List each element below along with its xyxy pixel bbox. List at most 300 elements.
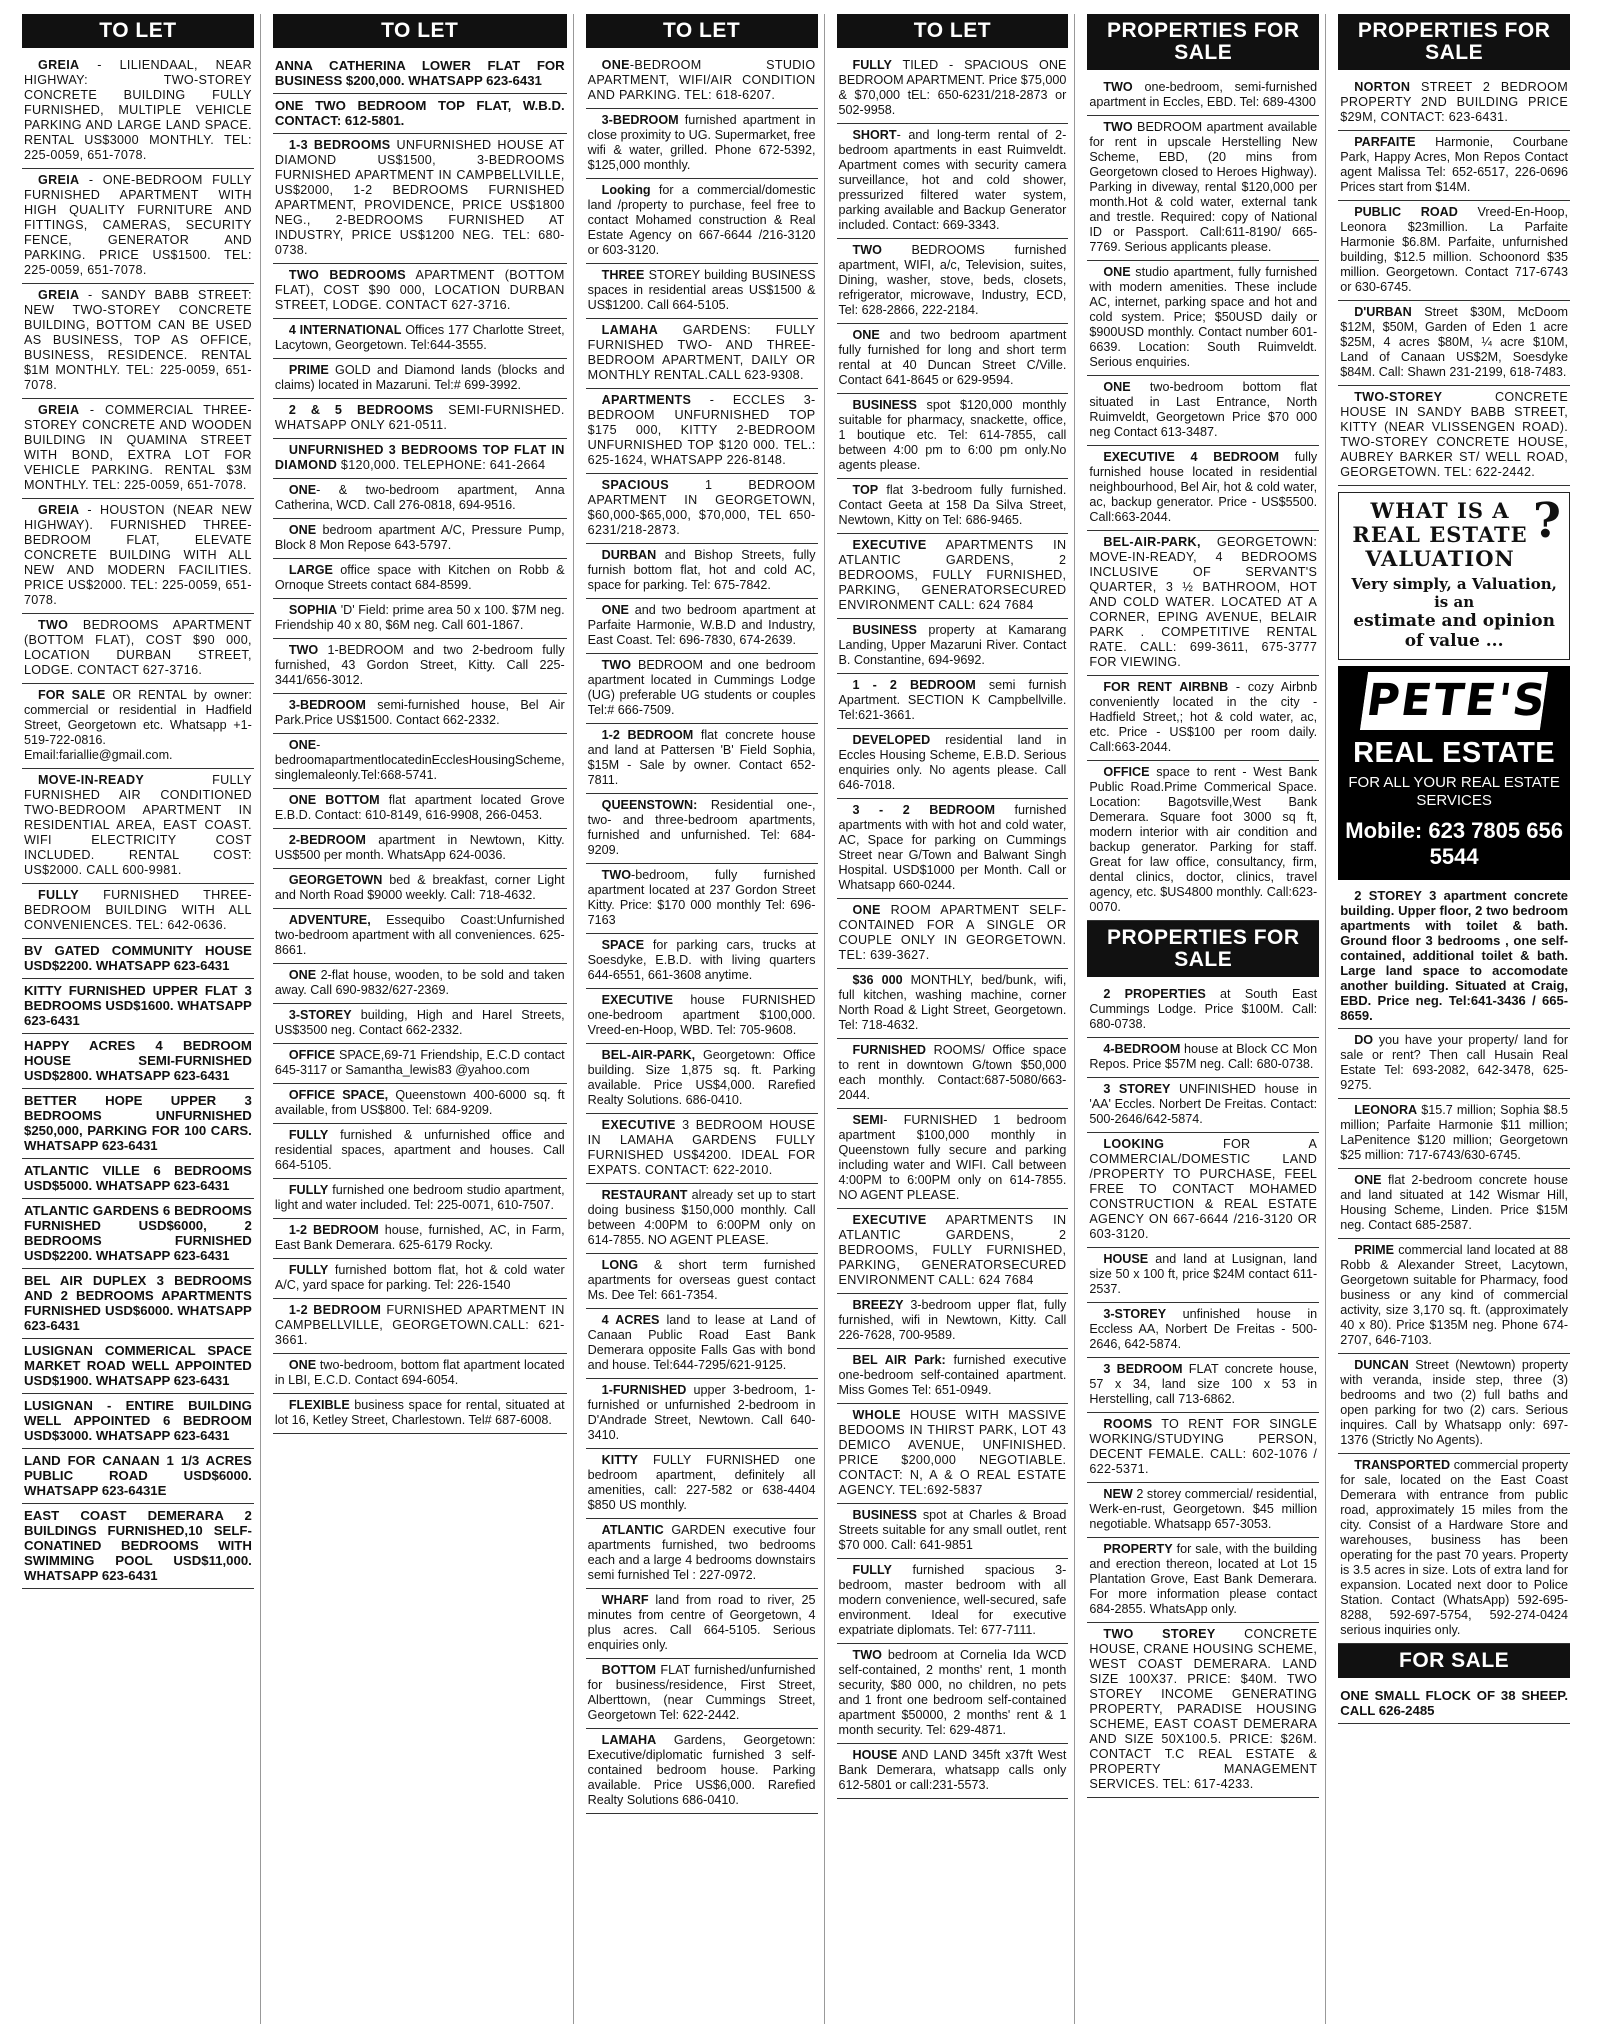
classified-ad	[22, 399, 254, 499]
ad-lead: DEVELOPED	[852, 733, 931, 748]
classified-ad	[586, 794, 818, 864]
ad-text: APARTMENT (BOTTOM FLAT), COST $90 000, LOCATION DURBAN STREET, LODGE. CONTACT 627-3716.	[274, 268, 565, 313]
classified-ad	[273, 1354, 567, 1394]
classified-ad	[22, 1199, 254, 1269]
ad-lead: TWO	[852, 1648, 882, 1663]
ad-text: GARDEN executive four apartments furnished, two bedrooms each and a large 4 bedrooms downstairs semi furnished Tel : 227-0972.	[587, 1523, 816, 1583]
classified-ad	[1087, 1358, 1319, 1413]
for-sale-header: FOR SALE	[1338, 1644, 1570, 1678]
classified-ad	[22, 769, 254, 884]
ad-text: Gardens, Georgetown: Executive/diplomatic furnished 3 self-contained bedroom house. Parking available. Price US$6,000. Rarefied Realty Solutions 686-0410.	[587, 1733, 816, 1808]
ad-lead: 3-BEDROOM	[601, 113, 679, 128]
ad-lead: SPACE	[601, 938, 645, 953]
column-header: PROPERTIES FOR SALE	[1087, 14, 1319, 70]
classified-ad	[586, 599, 818, 654]
ad-lead: 1 - 2 BEDROOM	[852, 678, 976, 693]
classified-ad	[837, 1039, 1069, 1109]
ad-text: office space with Kitchen on Robb & Ornoque Streets contact 684-8599.	[274, 563, 565, 593]
classified-ad	[837, 54, 1069, 124]
ad-text: Residential one-, two- and three-bedroom apartments, furnished and unfurnished. Tel: 684-9209.	[587, 798, 816, 858]
classified-ad	[1087, 261, 1319, 376]
ad-text: 2 storey commercial/ residential, Werk-en-rust, Georgetown. $45 million negotiable. Whatsapp 657-3053.	[1089, 1487, 1318, 1532]
classified-ad	[586, 179, 818, 264]
ad-lead: ONE	[852, 328, 880, 343]
classified-ad	[1338, 1029, 1570, 1099]
ad-lead: ONE	[288, 738, 317, 753]
ad-text: UNFURNISHED HOUSE AT DIAMOND US$1500, 3-BEDROOMS FURNISHED APARTMENT IN CAMPBELLVILLE, US$2000, 1-2 BEDROOMS FURNISHED APARTMENT, PROVIDENCE, PRICE US$1800 NEG., 2-BEDROOMS FURNISHED AT INDUSTRY, PRICE US$1200 NEG. TEL: 680-0738.	[274, 138, 565, 258]
ad-lead: TWO STOREY	[1103, 1627, 1216, 1642]
ad-text: Offices 177 Charlotte Street, Lacytown, Georgetown. Tel:644-3555.	[274, 323, 565, 353]
ad-lead: BEL-AIR-PARK,	[1103, 535, 1201, 550]
ad-lead: ONE	[1354, 1173, 1382, 1188]
classified-ad	[273, 1299, 567, 1354]
classified-ad	[1087, 446, 1319, 531]
classified-ad	[273, 94, 567, 134]
column-5	[1087, 14, 1326, 2024]
ad-lead: TWO BEDROOMS	[288, 268, 406, 283]
ad-text: AND LAND 345ft x37ft West Bank Demerara, whatsapp calls only 612-5801 or call:231-5573.	[838, 1748, 1067, 1793]
ad-text: Vreed-En-Hoop, Leonora $23million. La Parfaite Harmonie $6.8M. Parfaite, unfurnished building, $12.5 million. Schoonord $35 million. Georgetown. Contact 717-6743 or 630-6745.	[1340, 205, 1569, 295]
classified-ad	[837, 324, 1069, 394]
classified-ad	[22, 1504, 254, 1589]
ad-text: fully furnished house located in residential neighbourhood, Bel Air, hot & cold water, ac, backup generator. Price - US$5500. Call:663-2044.	[1089, 450, 1318, 525]
classified-ad	[1087, 1038, 1319, 1078]
ad-lead: SEMI	[852, 1113, 884, 1128]
ad-text: -bedroomapartmentlocatedinEcclesHousingScheme, singlemaleonly.Tel:668-5741.	[274, 738, 565, 783]
ad-lead: OFFICE SPACE,	[288, 1088, 389, 1103]
classified-ad	[273, 54, 567, 94]
ad-text: LAND FOR CANAAN 1 1/3 ACRES PUBLIC ROAD USD$6000. WHATSAPP 623-6431E	[24, 1453, 252, 1499]
classified-ad	[586, 1729, 818, 1814]
ad-text: 3-bedroom upper flat, fully furnished, wifi in Newtown, Kitty. Call 226-7628, 700-9589.	[838, 1298, 1067, 1343]
ad-text: FURNISHED APARTMENT IN CAMPBELLVILLE, GEORGETOWN.CALL: 621-3661.	[274, 1303, 565, 1348]
ad-text: furnished apartment in close proximity to UG. Supermarket, free wifi & water, grilled. Phone 672-5392, $125,000 monthly.	[587, 113, 816, 173]
ad-lead: SHORT	[852, 128, 897, 143]
ad-text: APARTMENTS IN ATLANTIC GARDENS, 2 BEDROOMS, FULLY FURNISHED, PARKING, GENERATORSECURED ENVIRONMENT CALL: 624 7684	[838, 1213, 1067, 1288]
ad-lead: DURBAN	[601, 548, 657, 563]
classified-ad	[837, 1744, 1069, 1799]
column-header: TO LET	[586, 14, 818, 48]
classified-ad	[837, 1109, 1069, 1209]
ad-lead: ONE	[1103, 380, 1131, 395]
ad-text: FLAT concrete house, 57 x 34, land size 100 x 53 in Herstelling, call 713-6862.	[1089, 1362, 1318, 1407]
column-4	[837, 14, 1076, 2024]
ad-text: $15.7 million; Sophia $8.5 million; Parfaite Harmonie $11 million; LaPenitence $120 million; Georgetown $25 million: 717-6743/630-6745.	[1340, 1103, 1569, 1163]
classified-ad	[837, 969, 1069, 1039]
classified-ad	[22, 1034, 254, 1089]
ad-text: - & two-bedroom apartment, Anna Catherina, WCD. Call 276-0818, 694-9516.	[274, 483, 565, 513]
ad-text: for a commercial/domestic land /property to purchase, feel free to contact Mohamed construction & Real Estate Agency on 667-6644 /216-3120 or 603-3120.	[587, 183, 816, 258]
ad-lead: TWO	[601, 868, 632, 883]
ad-text: furnished & unfurnished office and residential spaces, apartment and houses. Call 664-5105.	[274, 1128, 565, 1173]
ad-text: Harmonie, Courbane Park, Happy Acres, Mon Repos Contact agent Malissa Tel: 652-6517, 226-0696 Prices start from $14M.	[1340, 135, 1569, 195]
ad-lead: PRIME	[1354, 1243, 1395, 1258]
classified-ad	[22, 284, 254, 399]
ad-lead: GREIA	[38, 403, 80, 418]
classified-ad	[1087, 1623, 1319, 1798]
ad-lead: ONE	[288, 523, 317, 538]
classified-ad	[1087, 1483, 1319, 1538]
classified-ad	[1087, 983, 1319, 1038]
ad-lead: 2-BEDROOM	[288, 833, 366, 848]
ad-text: SPACE,69-71 Friendship, E.C.D contact 645-3117 or Samantha_lewis83 @yahoo.com	[274, 1048, 565, 1078]
ad-text: UNFINISHED house in 'AA' Eccles. Norbert De Freitas. Contact: 500-2646/642-5874.	[1089, 1082, 1318, 1127]
ad-text: business space for rental, situated at lot 16, Ketley Street, Charlestown. Tel# 687-6008.	[274, 1398, 565, 1428]
classified-ad	[22, 614, 254, 684]
classified-ad	[22, 1394, 254, 1449]
classified-ad	[273, 1084, 567, 1124]
ad-lead: 2 & 5 BEDROOMS	[288, 403, 434, 418]
ad-lead: 3 - 2 BEDROOM	[852, 803, 996, 818]
ad-lead: 4-BEDROOM	[1103, 1042, 1181, 1057]
ad-lead: 1-2 BEDROOM	[288, 1303, 382, 1318]
ad-text: FOR A COMMERCIAL/DOMESTIC LAND /PROPERTY TO PURCHASE, FEEL FREE TO CONTACT MOHAMED CONSTRUCTION & REAL ESTATE AGENCY ON 667-6644 /216-3120 OR 603-3120.	[1089, 1137, 1318, 1242]
classified-ad	[586, 1044, 818, 1114]
classified-ad	[1338, 1684, 1570, 1724]
classified-ad	[1087, 761, 1319, 921]
classified-ad	[1338, 884, 1570, 1029]
ad-text: - cozy Airbnb conveniently located in the city - Hadfield Street,; hot & cold water, ac, etc. Price - US$100 per room daily. Call:663-2044.	[1089, 680, 1318, 755]
classified-ad	[22, 1449, 254, 1504]
classified-ad	[1087, 676, 1319, 761]
ad-lead: ADVENTURE,	[288, 913, 371, 928]
ad-lead: FOR SALE	[38, 688, 106, 703]
classified-ad	[837, 799, 1069, 899]
ad-lead: FULLY	[288, 1183, 329, 1198]
ad-lead: WHOLE	[852, 1408, 901, 1423]
ad-lead: TWO-STOREY	[1354, 390, 1443, 405]
petes-real-estate-ad	[1338, 666, 1570, 880]
question-mark-icon: ?	[1532, 493, 1562, 550]
ad-lead: 3-STOREY	[1103, 1307, 1167, 1322]
classified-ad	[586, 1114, 818, 1184]
ad-text: GEORGETOWN: MOVE-IN-READY, 4 BEDROOMS INCLUSIVE OF SERVANT'S QUARTER, 3 ½ BATHROOM, HOT AND COLD WATER. LOCATED AT A CORNER, EPING AVENUE, BELAIR PARK . COMPETITIVE RENTAL RATE. CALL: 699-3611, 675-3777 FOR VIEWING.	[1089, 535, 1318, 670]
classified-ad	[586, 474, 818, 544]
ad-text: - ONE-BEDROOM FULLY FURNISHED APARTMENT WITH HIGH QUALITY FURNITURE AND FITTINGS, CAMERAS, SECURITY FENCE, GENERATOR AND PARKING. PRICE US$1500. TEL: 225-0059, 651-7078.	[24, 173, 252, 278]
classified-ad	[273, 869, 567, 909]
column-3	[586, 14, 825, 2024]
ad-lead: FOR RENT AIRBNB	[1103, 680, 1229, 695]
classified-ad	[586, 1379, 818, 1449]
classified-ad	[1087, 1133, 1319, 1248]
classified-ad	[22, 1159, 254, 1199]
ad-text: TILED - SPACIOUS ONE BEDROOM APARTMENT. Price $75,000 & $70,000 tEL: 650-6231/218-2873 or 502-9958.	[838, 58, 1067, 118]
ad-lead: PROPERTY	[1103, 1542, 1173, 1557]
classified-ad	[22, 499, 254, 614]
ad-text: at South East Cummings Lodge. Price $100M. Call: 680-0738.	[1089, 987, 1318, 1032]
classified-ad	[22, 1089, 254, 1159]
column-header: TO LET	[22, 14, 254, 48]
ad-text: furnished executive one-bedroom self-contained apartment. Miss Gomes Tel: 651-0949.	[838, 1353, 1067, 1398]
ad-text: Street (Newtown) property with veranda, inside step, three (3) bedrooms and two (2) full baths and open parking for two (2) cars. Serious inquires. Call by Whatsapp only: 697-1376 (Strictly No Agents).	[1340, 1358, 1569, 1448]
ad-text: house at Block CC Mon Repos. Price $57M neg. Call: 680-0738.	[1089, 1042, 1318, 1072]
classified-ad	[273, 519, 567, 559]
classified-ad	[273, 1219, 567, 1259]
ad-text: GOLD and Diamond lands (blocks and claims) located in Mazaruni. Tel:# 699-3992.	[274, 363, 565, 393]
ad-lead: TWO	[1103, 120, 1133, 135]
ad-text: BEDROOM apartment available for rent in upscale Herstelling New Scheme, EBD, (20 mins from Georgetown closed to Heroes Highway). Parking in diveway, rental $120,000 per month.Hot & cold water, external tank and trestle. Required: copy of National ID or Passport. Call:611-8190/ 665-7769. Serious applicants please.	[1089, 120, 1318, 255]
classified-ad	[273, 559, 567, 599]
ad-text: BEL AIR DUPLEX 3 BEDROOMS AND 2 BEDROOMS APARTMENTS FURNISHED USD$6000. WHATSAPP 623-6431	[24, 1273, 252, 1334]
ad-lead: LOOKING	[1103, 1137, 1165, 1152]
ad-lead: KITTY	[601, 1453, 639, 1468]
ad-text: LUSIGNAN - ENTIRE BUILDING WELL APPOINTED 6 BEDROOM USD$3000. WHATSAPP 623-6431	[24, 1398, 252, 1444]
ad-text: and Bishop Streets, fully furnish bottom flat, hot and cold AC, space for parking. Tel: 675-7842.	[587, 548, 816, 593]
classified-ad	[586, 654, 818, 724]
ad-text: flat concrete house and land at Pattersen 'B' Field Sophia, $15M - Sale by owner. Contact 652-7811.	[587, 728, 816, 788]
ad-text: BEDROOMS APARTMENT (BOTTOM FLAT), COST $90 000, LOCATION DURBAN STREET, LODGE. CONTACT 627-3716.	[24, 618, 252, 678]
ad-text: ROOMS/ Office space to rent in downtown G/town $50,000 each monthly. Contact:687-5080/663-2044.	[838, 1043, 1067, 1103]
ad-text: land from road to river, 25 minutes from centre of Georgetown, 4 plus acres. Call 664-5105. Serious enquiries only.	[587, 1593, 816, 1653]
ad-lead: LAMAHA	[601, 1733, 657, 1748]
ad-text: BV GATED COMMUNITY HOUSE USD$2200. WHATSAPP 623-6431	[24, 943, 252, 974]
classified-ad	[273, 439, 567, 479]
ad-text: ATLANTIC VILLE 6 BEDROOMS USD$5000. WHATSAPP 623-6431	[24, 1163, 252, 1194]
classified-ad	[1338, 1239, 1570, 1354]
ad-text: property at Kamarang Landing, Upper Mazaruni River. Contact B. Constantine, 694-9692.	[838, 623, 1067, 668]
classified-ad	[22, 884, 254, 939]
ad-lead: FULLY	[288, 1128, 329, 1143]
classified-ad	[586, 1184, 818, 1254]
classified-ad	[586, 724, 818, 794]
classified-ad	[1087, 1413, 1319, 1483]
ad-lead: ATLANTIC	[601, 1523, 664, 1538]
ad-text: -bedroom, fully furnished apartment located at 237 Gordon Street Kitty. Price: $170 000 monthly Tel: 696-7163	[587, 868, 816, 928]
ad-text: ONE TWO BEDROOM TOP FLAT, W.B.D. CONTACT: 612-5801.	[274, 98, 565, 129]
ad-text: LUSIGNAN COMMERICAL SPACE MARKET ROAD WELL APPOINTED USD$1900. WHATSAPP 623-6431	[24, 1343, 252, 1389]
ad-lead: BEL AIR Park:	[852, 1353, 946, 1368]
ad-lead: HOUSE	[852, 1748, 898, 1763]
ad-lead: OFFICE	[1103, 765, 1150, 780]
ad-text: TO RENT FOR SINGLE WORKING/STUDYING PERSON, DECENT FEMALE. CALL: 602-1076 / 622-5371.	[1089, 1417, 1318, 1477]
ad-lead: DO	[1354, 1033, 1374, 1048]
ad-text: SEMI-FURNISHED. WHATSAPP ONLY 621-0511.	[274, 403, 565, 433]
classified-ad	[1087, 1248, 1319, 1303]
classified-ad	[273, 1259, 567, 1299]
classified-ad	[586, 319, 818, 389]
ad-lead: THREE	[601, 268, 645, 283]
classified-ad	[273, 1124, 567, 1179]
ad-lead: MOVE-IN-READY	[38, 773, 145, 788]
ad-lead: FURNISHED	[852, 1043, 926, 1058]
ad-lead: 3-STOREY	[288, 1008, 352, 1023]
ad-text: - and long-term rental of 2-bedroom apartments in east Ruimveldt. Apartment comes with security camera surveillance, hot and cold shower, pressurized filtered water system, parking available and Backup Generator included. Contact: 669-3343.	[838, 128, 1067, 233]
ad-lead: ONE	[601, 603, 629, 618]
classified-ad	[837, 124, 1069, 239]
classified-ad	[22, 1339, 254, 1394]
column-header: TO LET	[273, 14, 567, 48]
ad-text: HAPPY ACRES 4 BEDROOM HOUSE SEMI-FURNISHED USD$2800. WHATSAPP 623-6431	[24, 1038, 252, 1084]
petes-mobile: Mobile: 623 7805 656 5544	[1345, 818, 1563, 870]
classified-ad	[837, 674, 1069, 729]
classified-ad	[273, 829, 567, 869]
classified-ad	[273, 599, 567, 639]
ad-text: ONE SMALL FLOCK OF 38 SHEEP. CALL 626-2485	[1340, 1688, 1569, 1719]
ad-text: two-bedroom, bottom flat apartment located in LBI, E.C.D. Contact 694-6054.	[274, 1358, 565, 1388]
ad-text: spot $120,000 monthly suitable for pharmacy, snackette, office, 1 boutique etc. Tel: 614-7855, call between 4:00 pm to 6:00 pm only.No agents please.	[838, 398, 1067, 473]
ad-text: FURNISHED THREE-BEDROOM BUILDING WITH ALL CONVENIENCES. TEL: 642-0636.	[24, 888, 252, 933]
ad-lead: GEORGETOWN	[288, 873, 383, 888]
ad-text: one-bedroom, semi-furnished apartment in Eccles, EBD. Tel: 689-4300	[1089, 80, 1318, 110]
ad-text: furnished one bedroom studio apartment, light and water included. Tel: 225-0071, 610-7507.	[274, 1183, 565, 1213]
ad-lead: HOUSE	[1103, 1252, 1149, 1267]
classified-ad	[273, 479, 567, 519]
classified-ad	[273, 319, 567, 359]
ad-lead: EXECUTIVE	[852, 538, 927, 553]
petes-logo: PETE'S	[1360, 672, 1548, 730]
ad-text: CONCRETE HOUSE, CRANE HOUSING SCHEME, WEST COAST DEMERARA. LAND SIZE 100X37. PRICE: $40M. TWO STOREY INCOME GENERATING PROPERTY, PARADISE HOUSING SCHEME, EAST COAST DEMERARA AND SIZE 50X100.5. PRICE: $26M. CONTACT T.C REAL ESTATE & PROPERTY MANAGEMENT SERVICES. TEL: 617-4233.	[1089, 1627, 1318, 1792]
ad-lead: BEL-AIR-PARK,	[601, 1048, 696, 1063]
ad-lead: GREIA	[38, 503, 80, 518]
ad-lead: SPACIOUS	[601, 478, 669, 493]
ad-text: residential land in Eccles Housing Scheme, E.B.D. Serious enquiries only. No agents please. Call 646-7018.	[838, 733, 1067, 793]
petes-services: FOR ALL YOUR REAL ESTATE SERVICES	[1348, 774, 1560, 810]
ad-text: commercial property for sale, located on the East Coast Demerara with entrance from public road, approximately 15 miles from the city. Consist of a Hardware Store and warehouses, business has been operating for the past 70 years. Property is 3.5 acres in size. Lots of extra land for expansion. Located next door to Police Station. Contact (WhatsApp) 592-695-8288, 592-697-5754, 592-274-0424 serious inquiries only.	[1340, 1458, 1569, 1638]
ad-text: MONTHLY, bed/bunk, wifi, full kitchen, washing machine, corner North Road & Light Street, Georgetown. Tel: 718-4632.	[838, 973, 1067, 1033]
ad-text: flat apartment located Grove E.B.D. Contact: 610-8149, 616-9908, 266-0453.	[274, 793, 565, 823]
ad-text: Essequibo Coast:Unfurnished two-bedroom apartment with all conveniences. 625-8661.	[274, 913, 565, 958]
ad-text: 2-flat house, wooden, to be sold and taken away. Call 690-9832/627-2369.	[274, 968, 565, 998]
ad-lead: EXECUTIVE	[601, 993, 674, 1008]
ad-lead: OFFICE	[288, 1048, 336, 1063]
ad-lead: QUEENSTOWN:	[601, 798, 698, 813]
classified-ad	[586, 54, 818, 109]
classified-ad	[837, 1209, 1069, 1294]
ad-text: space to rent - West Bank Public Road.Prime Commerical Space. Location: Bagotsville,West Bank Demerara. Square foot 3000 sq ft, modern interior with air condition and backup generator. Parking for staff. Great for law office, consultancy, firm, dental clinics, doctor, clinics, travel agency, etc. $US4800 monthly. Call:623-0070.	[1089, 765, 1318, 915]
banner-answer-cont: estimate and opinion of value ...	[1353, 611, 1555, 652]
classified-ad	[273, 1004, 567, 1044]
classified-ad	[273, 134, 567, 264]
classified-ad	[1087, 76, 1319, 116]
ad-text: $120,000. TELEPHONE: 641-2664	[337, 458, 546, 473]
ad-text: ANNA CATHERINA LOWER FLAT FOR BUSINESS $200,000. WHATSAPP 623-6431	[274, 58, 565, 89]
ad-text: and two bedroom apartment at Parfaite Harmonie, W.B.D and Industry, East Coast. Tel: 696-7830, 674-2639.	[587, 603, 816, 648]
ad-text: for parking cars, trucks at Soesdyke, E.B.D. with living quarters 644-6551, 661-3608 anytime.	[587, 938, 816, 983]
classified-ad	[1338, 1169, 1570, 1239]
ad-text: 'D' Field: prime area 50 x 100. $7M neg. Friendship 40 x 80, $6M neg. Call 601-1867.	[274, 603, 565, 633]
ad-lead: 3-BEDROOM	[288, 698, 366, 713]
classified-ad	[273, 399, 567, 439]
classified-ad	[837, 394, 1069, 479]
classified-ad	[837, 479, 1069, 534]
ad-lead: EXECUTIVE	[601, 1118, 676, 1133]
ad-lead: UNFURNISHED 3 BEDROOMS TOP FLAT IN DIAMOND	[274, 443, 565, 473]
ad-lead: 1-2 BEDROOM	[601, 728, 694, 743]
ad-lead: FLEXIBLE	[288, 1398, 350, 1413]
ad-lead: 1-3 BEDROOMS	[288, 138, 391, 153]
ad-lead: BREEZY	[852, 1298, 904, 1313]
classified-ad	[273, 1394, 567, 1434]
classified-ad	[1338, 1454, 1570, 1644]
sub-section-header: PROPERTIES FOR SALE	[1087, 921, 1319, 977]
classified-ad	[22, 979, 254, 1034]
ad-lead: ONE	[601, 58, 630, 73]
ad-lead: TWO	[601, 658, 632, 673]
ad-lead: 4 ACRES	[601, 1313, 660, 1328]
ad-text: flat 3-bedroom fully furnished. Contact Geeta at 158 Da Silva Street, Newtown, Kitty on Tel: 686-9465.	[838, 483, 1067, 528]
ad-text: 1 BEDROOM APARTMENT IN GEORGETOWN, $60,000-$65,000, $70,000, TEL 650-6231/218-2873.	[587, 478, 816, 538]
ad-text: - COMMERCIAL THREE-STOREY CONCRETE AND WOODEN BUILDING IN QUAMINA STREET WITH BOND, EXTRA LOT FOR VEHICLE PARKING. RENTAL $3M MONTHLY. TEL: 225-0059, 651-7078.	[24, 403, 252, 493]
ad-text: GARDENS: FULLY FURNISHED TWO- AND THREE-BEDROOM APARTMENT, DAILY OR MONTHLY RENTAL.CALL 623-9308.	[587, 323, 816, 383]
classified-ad	[586, 1254, 818, 1309]
ad-text: land to lease at Land of Canaan Public Road East Bank Demerara opposite Falls Gas with bond and house. Tel:644-7295/621-9125.	[587, 1313, 816, 1373]
ad-lead: DUNCAN	[1354, 1358, 1409, 1373]
ad-lead: BUSINESS	[852, 623, 917, 638]
classified-ad	[586, 109, 818, 179]
ad-text: Queenstown 400-6000 sq. ft available, from US$800. Tel: 684-9209.	[274, 1088, 565, 1118]
classified-ad	[273, 694, 567, 734]
ad-lead: FULLY	[288, 1263, 329, 1278]
classified-ad	[586, 264, 818, 319]
ad-lead: TWO	[38, 618, 69, 633]
ad-lead: LARGE	[288, 563, 333, 578]
ad-text: upper 3-bedroom, 1-furnished or unfurnished 2-bedroom in D'Andrade Street, Newtown. Call 640-3410.	[587, 1383, 816, 1443]
ad-text: building, High and Harel Streets, US$3500 neg. Contact 662-2332.	[274, 1008, 565, 1038]
ad-lead: FULLY	[852, 1563, 892, 1578]
banner-answer: Very simply, a Valuation, is an	[1351, 575, 1557, 612]
ad-text: STREET 2 BEDROOM PROPERTY 2ND BUILDING PRICE $29M, CONTACT: 623-6431.	[1340, 80, 1569, 125]
ad-lead: GREIA	[38, 173, 80, 188]
ad-lead: 2 PROPERTIES	[1103, 987, 1206, 1002]
classified-ad	[22, 939, 254, 979]
classified-ad	[1087, 1078, 1319, 1133]
ad-text: Street $30M, McDoom $12M, $50M, Garden of Eden 1 acre $25M, 4 acres $80M, ¼ acre $10M, Land of Canaan US$2M, Soesdyke $84M. Call: Shawn 231-2199, 618-7483.	[1340, 305, 1569, 380]
classified-ad	[586, 389, 818, 474]
classified-ad	[273, 964, 567, 1004]
ad-text: and land at Lusignan, land size 50 x 100 ft, price $24M contact 611-2537.	[1089, 1252, 1318, 1297]
classified-ad	[586, 544, 818, 599]
banner-question: WHAT IS A REAL ESTATE VALUATION	[1352, 498, 1528, 572]
classified-ad	[1338, 1099, 1570, 1169]
ad-lead: BUSINESS	[852, 1508, 917, 1523]
ad-text: BEDROOMS furnished apartment, WIFI, a/c, Television, suites, Dining, washer, stove, beds, closets, refrigerator, microwave, Industry, ECD, Tel: 628-2866, 222-2184.	[838, 243, 1067, 318]
ad-lead: BOTTOM	[601, 1663, 656, 1678]
ad-lead: RESTAURANT	[601, 1188, 688, 1203]
ad-text: semi-furnished house, Bel Air Park.Price US$1500. Contact 662-2332.	[274, 698, 565, 728]
ad-lead: EXECUTIVE	[852, 1213, 927, 1228]
ad-lead: FULLY	[852, 58, 892, 73]
ad-lead: NEW	[1103, 1487, 1133, 1502]
classified-ad	[837, 619, 1069, 674]
classified-ad	[837, 1404, 1069, 1504]
ad-lead: SOPHIA	[288, 603, 338, 618]
ad-text: for sale, with the building and erection thereon, located at Lot 15 Plantation Grove, East Bank Demerara. For more information please contact 684-2855. WhatsApp only.	[1089, 1542, 1318, 1617]
ad-lead: LONG	[601, 1258, 639, 1273]
ad-text: studio apartment, fully furnished with modern amenities. These include AC, internet, parking space and hot and cold system. Price; $50USD daily or $900USD monthly. Contact number 601-6639. Location: South Ruimveldt. Serious enquiries.	[1089, 265, 1318, 370]
classified-ad	[1338, 76, 1570, 131]
ad-lead: 3 STOREY	[1103, 1082, 1171, 1097]
ad-lead: GREIA	[38, 288, 80, 303]
ad-lead: 1-2 BEDROOM	[288, 1223, 379, 1238]
classified-ad	[837, 1559, 1069, 1644]
classified-ad	[837, 1294, 1069, 1349]
ad-text: FULLY FURNISHED AIR CONDITIONED TWO-BEDROOM APARTMENT IN RESIDENTIAL AREA, EAST COAST. WIFI ELECTRICITY COST INCLUDED. RENTAL COST: US$2000. CALL 600-9981.	[24, 773, 252, 878]
classified-ad	[273, 909, 567, 964]
classified-ad	[1338, 386, 1570, 486]
ad-text: bedroom apartment A/C, Pressure Pump, Block 8 Mon Repose 643-5797.	[274, 523, 565, 553]
classified-ad	[837, 729, 1069, 799]
ad-lead: ONE BOTTOM	[288, 793, 380, 808]
classified-ad	[586, 1449, 818, 1519]
ad-text: flat 2-bedroom concrete house and land situated at 142 Wismar Hill, Housing Scheme, Linden. Price $15M neg. Contact 685-2587.	[1340, 1173, 1569, 1233]
ad-lead: D'URBAN	[1354, 305, 1412, 320]
ad-text: already set up to start doing business $150,000 monthly. Call between 4:00PM to 6:00PM only on 614-7855. NO AGENT PLEASE.	[587, 1188, 816, 1248]
ad-text: STOREY building BUSINESS spaces in residential areas US$1500 & US$1200. Call 664-5105.	[587, 268, 816, 313]
column-header: PROPERTIES FOR SALE	[1338, 14, 1570, 70]
classified-ad	[1087, 376, 1319, 446]
classified-ad	[586, 989, 818, 1044]
ad-text: EAST COAST DEMERARA 2 BUILDINGS FURNISHED,10 SELF-CONATINED BEDROOMS WITH SWIMMING POOL USD$11,000. WHATSAPP 623-6431	[24, 1508, 252, 1584]
